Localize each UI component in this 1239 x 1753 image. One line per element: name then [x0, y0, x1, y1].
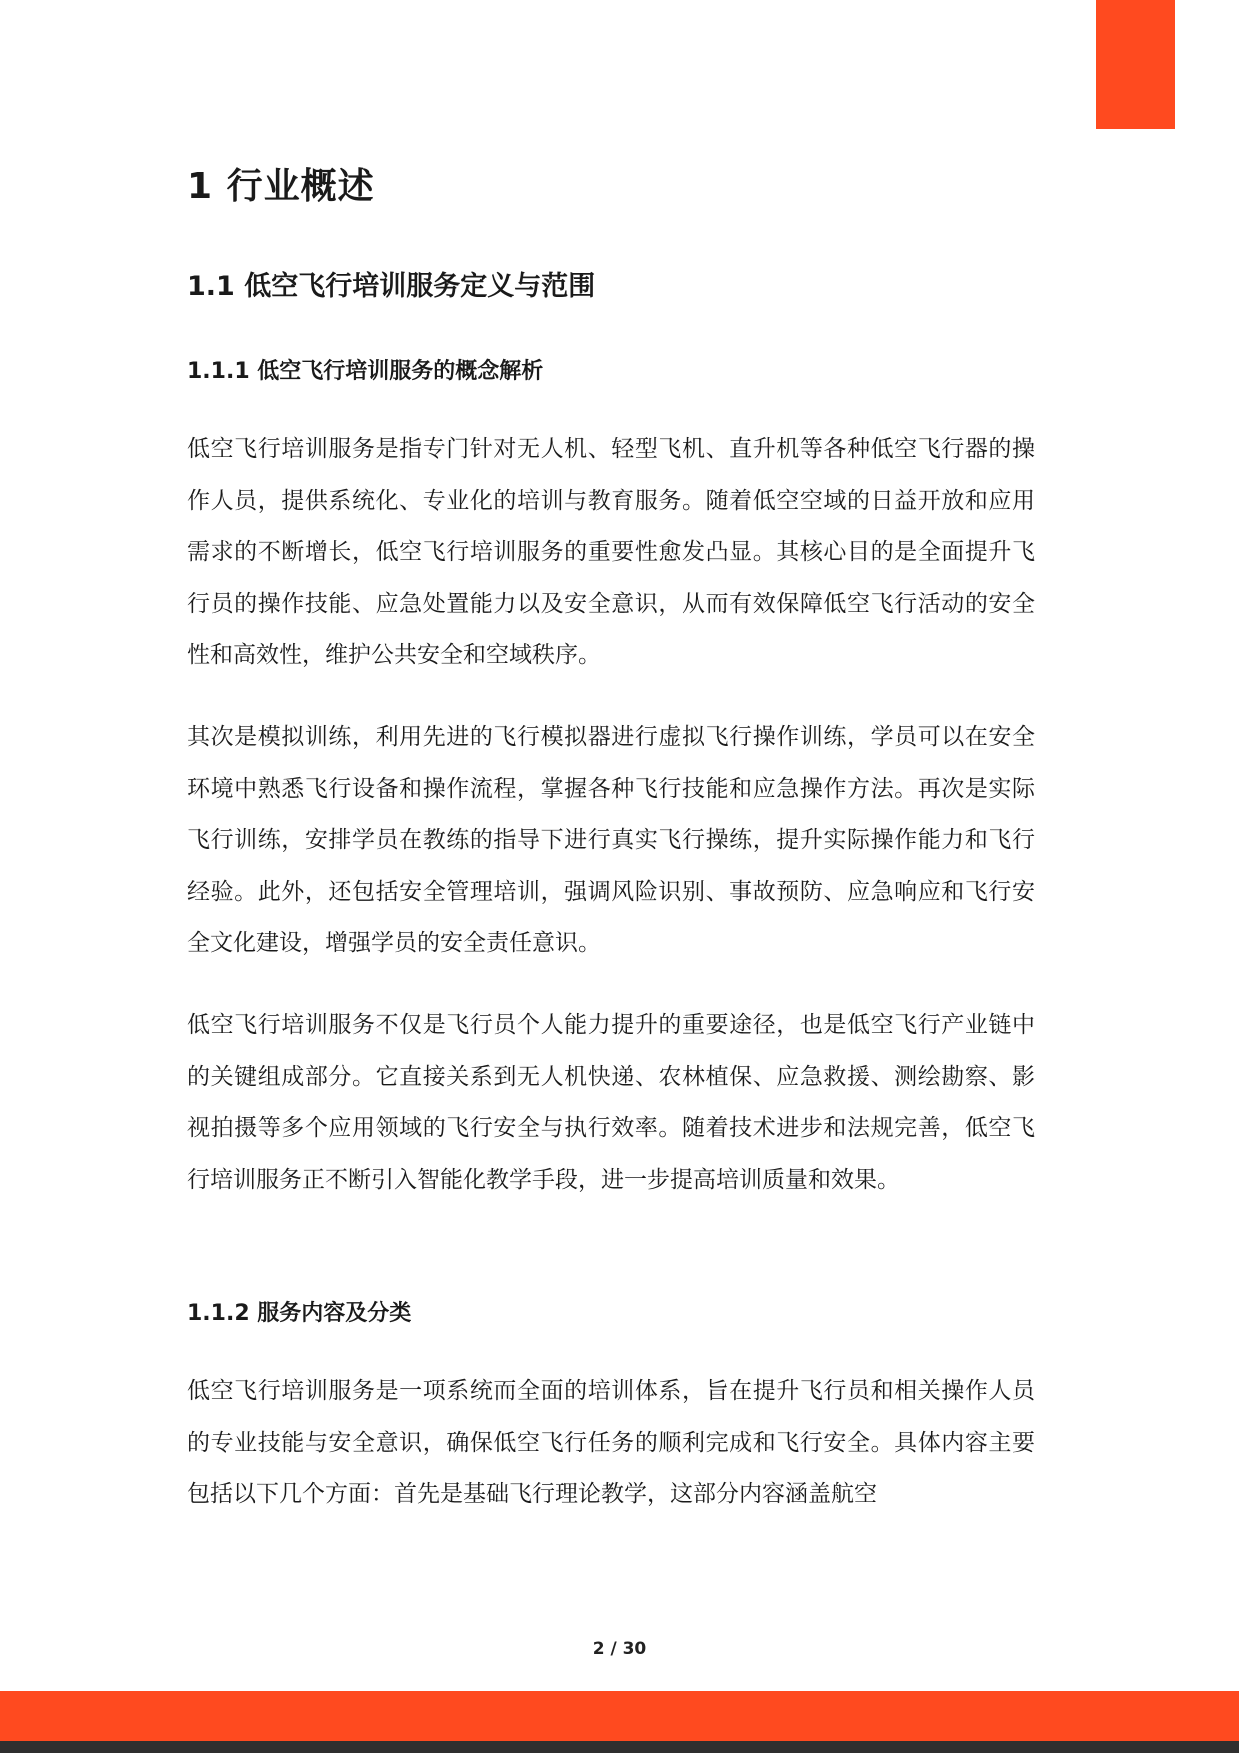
section-heading: 1.1 低空飞行培训服务定义与范围 [187, 271, 596, 302]
paragraph-service-content: 低空飞行培训服务是一项系统而全面的培训体系，旨在提升飞行员和相关操作人员的专业技能与安全意识，确保低空飞行任务的顺利完成和飞行安全。具体内容主要包括以下几个方面：首先是基础飞行理论教学，这部分内容涵盖航空 [187, 1378, 1035, 1508]
corner-accent-tab [1096, 0, 1175, 129]
paragraph-simulation-training: 其次是模拟训练，利用先进的飞行模拟器进行虚拟飞行操作训练，学员可以在安全环境中熟悉飞行设备和操作流程，掌握各种飞行技能和应急操作方法。再次是实际飞行训练，安排学员在教练的指导下进行真实飞行操练，提升实际操作能力和飞行经验。此外，还包括安全管理培训，强调风险识别、事故预防、应急响应和飞行安全文化建设，增强学员的安全责任意识。 [187, 724, 1035, 957]
chapter-heading: 1 行业概述 [187, 166, 375, 207]
paragraph-concept-definition: 低空飞行培训服务是指专门针对无人机、轻型飞机、直升机等各种低空飞行器的操作人员，提供系统化、专业化的培训与教育服务。随着低空空域的日益开放和应用需求的不断增长，低空飞行培训服务的重要性愈发凸显。其核心目的是全面提升飞行员的操作技能、应急处置能力以及安全意识，从而有效保障低空飞行活动的安全性和高效性，维护公共安全和空域秩序。 [187, 436, 1035, 669]
page-number: 2 / 30 [592, 1639, 647, 1659]
footer-dark-strip [0, 1741, 1239, 1753]
subsection-heading-services: 1.1.2 服务内容及分类 [187, 1301, 412, 1326]
paragraph-industry-role: 低空飞行培训服务不仅是飞行员个人能力提升的重要途径，也是低空飞行产业链中的关键组成部分。它直接关系到无人机快递、农林植保、应急救援、测绘勘察、影视拍摄等多个应用领域的飞行安全与执行效率。随着技术进步和法规完善，低空飞行培训服务正不断引入智能化教学手段，进一步提高培训质量和效果。 [187, 1012, 1035, 1193]
footer-accent-band [0, 1691, 1239, 1741]
subsection-heading-concept: 1.1.1 低空飞行培训服务的概念解析 [187, 359, 544, 384]
